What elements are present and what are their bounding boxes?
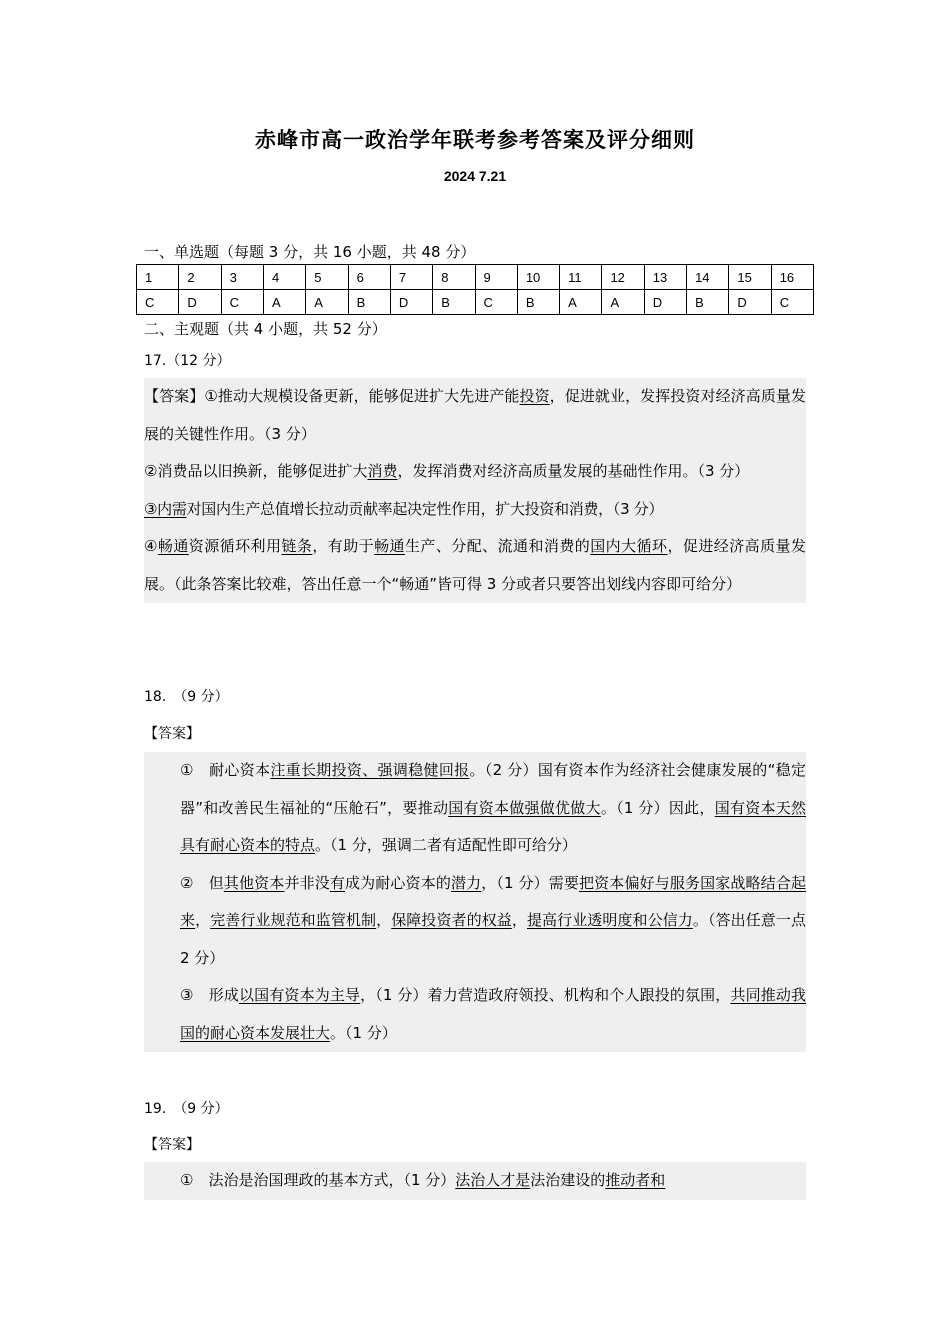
page-title: 赤峰市高一政治学年联考参考答案及评分细则 [255, 128, 695, 152]
question-18-answer-block [144, 752, 806, 1052]
answer-point: 【答案】①推动大规模设备更新，能够促进扩大先进产能投资，促进就业，发挥投资对经济高质量发展的关键性作用。（3 分） [144, 387, 806, 443]
answer-key-table [136, 264, 814, 315]
answer-cell: A [306, 290, 348, 315]
answer-point: ① 耐心资本注重长期投资、强调稳健回报。（2 分）国有资本作为经济社会健康发展的“稳定器”和改善民生福祉的“压舱石”，要推动国有资本做强做优做大。（1 分）因此，国有资本天然具有耐心资本的特点。（1 分，强调二者有适配性即可给分） [180, 761, 806, 854]
document-date: 2024 7.21 [443, 168, 507, 184]
question-17-heading: 17.（12 分） [144, 353, 231, 369]
answer-cell: D [729, 290, 771, 315]
answer-label: 【答案】 [144, 726, 200, 742]
question-number-cell: 3 [221, 265, 263, 290]
question-number-cell: 12 [602, 265, 644, 290]
question-number-cell: 2 [179, 265, 221, 290]
question-number-cell: 8 [433, 265, 475, 290]
question-number-cell: 6 [348, 265, 390, 290]
question-number-cell: 10 [517, 265, 559, 290]
answer-cell: D [644, 290, 686, 315]
answer-cell: C [221, 290, 263, 315]
answer-cell: A [263, 290, 305, 315]
answer-cell: A [602, 290, 644, 315]
answer-cell: C [137, 290, 179, 315]
answer-point: ③内需对国内生产总值增长拉动贡献率起决定性作用，扩大投资和消费，（3 分） [144, 499, 664, 518]
answer-point: ② 但其他资本并非没有成为耐心资本的潜力，（1 分）需要把资本偏好与服务国家战略结合起来，完善行业规范和监管机制，保障投资者的权益，提高行业透明度和公信力。（答出任意一点 2 分） [180, 873, 806, 967]
question-number-cell: 16 [771, 265, 813, 290]
question-number-cell: 5 [306, 265, 348, 290]
answer-cell: D [390, 290, 432, 315]
answer-cell: C [475, 290, 517, 315]
answer-point: ① 法治是治国理政的基本方式，（1 分）法治人才是法治建设的推动者和 [180, 1171, 666, 1189]
answer-point: ③ 形成以国有资本为主导，（1 分）着力营造政府领投、机构和个人跟投的氛围，共同推动我国的耐心资本发展壮大。（1 分） [180, 986, 806, 1042]
answer-cell: B [348, 290, 390, 315]
question-18-heading: 18. （9 分） [144, 689, 229, 705]
question-17-answer-block [144, 378, 806, 603]
answer-cell: B [517, 290, 559, 315]
question-number-cell: 14 [687, 265, 729, 290]
answer-cell: C [771, 290, 813, 315]
question-number-cell: 9 [475, 265, 517, 290]
answer-cell: D [179, 290, 221, 315]
section-heading-single-choice: 一、单选题（每题 3 分，共 16 小题，共 48 分） [144, 243, 476, 261]
question-number-cell: 15 [729, 265, 771, 290]
answer-cell: B [433, 290, 475, 315]
answer-cell: A [560, 290, 602, 315]
section-heading-subjective: 二、主观题（共 4 小题，共 52 分） [144, 320, 387, 338]
question-number-cell: 7 [390, 265, 432, 290]
answer-point: ④畅通资源循环利用链条，有助于畅通生产、分配、流通和消费的国内大循环，促进经济高质量发展。（此条答案比较难，答出任意一个“畅通”皆可得 3 分或者只要答出划线内容即可给分） [144, 537, 806, 593]
answer-label: 【答案】 [144, 1137, 200, 1153]
question-number-cell: 4 [263, 265, 305, 290]
question-number-row [137, 265, 814, 290]
answer-point: ②消费品以旧换新，能够促进扩大消费，发挥消费对经济高质量发展的基础性作用。（3 分） [144, 462, 750, 480]
question-number-cell: 13 [644, 265, 686, 290]
question-number-cell: 11 [560, 265, 602, 290]
answer-cell: B [687, 290, 729, 315]
answer-row [137, 290, 814, 315]
question-number-cell: 1 [137, 265, 179, 290]
question-19-answer-block [144, 1162, 806, 1200]
question-19-heading: 19. （9 分） [144, 1101, 229, 1117]
